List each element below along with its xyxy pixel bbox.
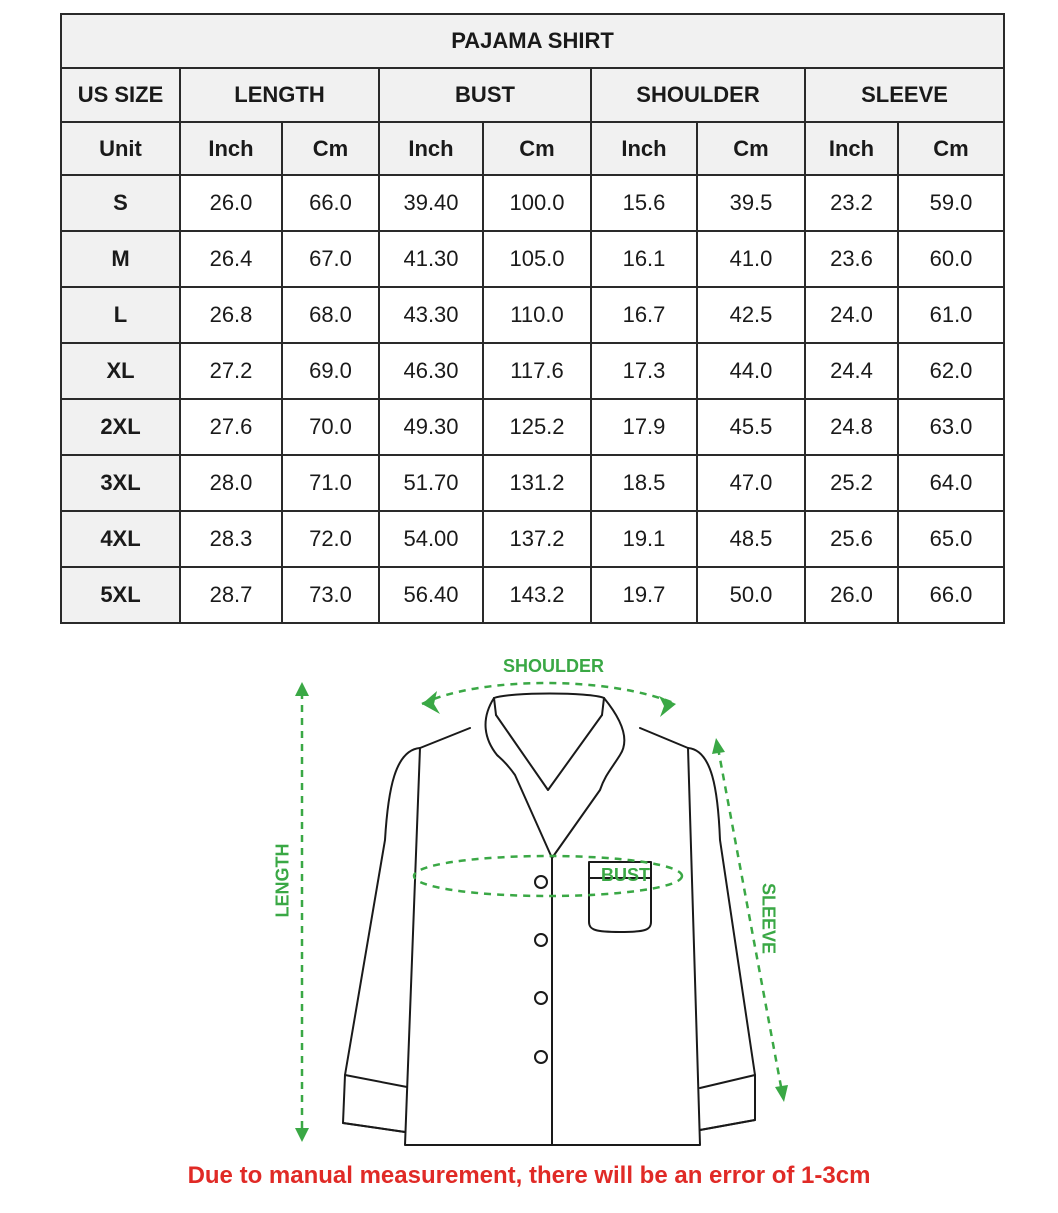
- measurement-cell: 39.40: [379, 175, 483, 231]
- measurement-cell: 16.7: [591, 287, 697, 343]
- table-row: [61, 231, 1004, 287]
- measurement-cell: 27.6: [180, 399, 282, 455]
- measurement-cell: 27.2: [180, 343, 282, 399]
- measurement-diagram: [0, 640, 1058, 1160]
- measurement-cell: 26.4: [180, 231, 282, 287]
- size-cell: S: [61, 175, 180, 231]
- measurement-cell: 62.0: [898, 343, 1004, 399]
- shirt-illustration: [0, 640, 1058, 1160]
- measurement-cell: 59.0: [898, 175, 1004, 231]
- size-cell: L: [61, 287, 180, 343]
- measurement-cell: 72.0: [282, 511, 379, 567]
- measurement-cell: 117.6: [483, 343, 591, 399]
- table-row: [61, 511, 1004, 567]
- table-row: [61, 455, 1004, 511]
- measurement-cell: 26.0: [805, 567, 898, 623]
- button-4: [535, 1051, 547, 1063]
- header-sleeve: SLEEVE: [805, 68, 1004, 122]
- measurement-cell: 67.0: [282, 231, 379, 287]
- header-bust: BUST: [379, 68, 591, 122]
- measurement-cell: 17.3: [591, 343, 697, 399]
- header-unit: Unit: [61, 122, 180, 175]
- measurement-cell: 70.0: [282, 399, 379, 455]
- table-title: PAJAMA SHIRT: [61, 14, 1004, 68]
- table-row: [61, 567, 1004, 623]
- measurement-cell: 39.5: [697, 175, 805, 231]
- measurement-cell: 15.6: [591, 175, 697, 231]
- measurement-cell: 48.5: [697, 511, 805, 567]
- shoulder-label: SHOULDER: [503, 656, 605, 676]
- measurement-cell: 17.9: [591, 399, 697, 455]
- measurement-cell: 41.30: [379, 231, 483, 287]
- unit-length-inch: Inch: [180, 122, 282, 175]
- measurement-cell: 41.0: [697, 231, 805, 287]
- size-cell: 2XL: [61, 399, 180, 455]
- measurement-cell: 26.0: [180, 175, 282, 231]
- measurement-cell: 23.2: [805, 175, 898, 231]
- measurement-cell: 125.2: [483, 399, 591, 455]
- measurement-cell: 25.2: [805, 455, 898, 511]
- measurement-cell: 56.40: [379, 567, 483, 623]
- measurement-cell: 61.0: [898, 287, 1004, 343]
- button-3: [535, 992, 547, 1004]
- button-1: [535, 876, 547, 888]
- measurement-cell: 50.0: [697, 567, 805, 623]
- length-label: LENGTH: [272, 843, 293, 918]
- measurement-cell: 42.5: [697, 287, 805, 343]
- measurement-cell: 137.2: [483, 511, 591, 567]
- measurement-cell: 26.8: [180, 287, 282, 343]
- measurement-cell: 19.7: [591, 567, 697, 623]
- measurement-cell: 65.0: [898, 511, 1004, 567]
- measurement-cell: 110.0: [483, 287, 591, 343]
- unit-sleeve-cm: Cm: [898, 122, 1004, 175]
- measurement-cell: 66.0: [898, 567, 1004, 623]
- table-body: [61, 175, 1004, 623]
- measurement-cell: 131.2: [483, 455, 591, 511]
- table-row: [61, 399, 1004, 455]
- unit-shoulder-cm: Cm: [697, 122, 805, 175]
- size-cell: XL: [61, 343, 180, 399]
- measurement-cell: 60.0: [898, 231, 1004, 287]
- measurement-cell: 45.5: [697, 399, 805, 455]
- header-length: LENGTH: [180, 68, 379, 122]
- measurement-cell: 28.7: [180, 567, 282, 623]
- table-row: [61, 287, 1004, 343]
- measurement-cell: 66.0: [282, 175, 379, 231]
- measurement-cell: 51.70: [379, 455, 483, 511]
- left-cuff: [343, 1075, 407, 1132]
- table-row: [61, 343, 1004, 399]
- measurement-cell: 46.30: [379, 343, 483, 399]
- unit-bust-inch: Inch: [379, 122, 483, 175]
- measurement-cell: 43.30: [379, 287, 483, 343]
- sleeve-label: SLEEVE: [758, 882, 779, 955]
- measurement-cell: 28.0: [180, 455, 282, 511]
- measurement-cell: 24.4: [805, 343, 898, 399]
- size-cell: 3XL: [61, 455, 180, 511]
- size-chart-table: [60, 13, 1005, 624]
- unit-shoulder-inch: Inch: [591, 122, 697, 175]
- size-cell: 4XL: [61, 511, 180, 567]
- measurement-disclaimer: Due to manual measurement, there will be an error of 1-3cm: [187, 1162, 871, 1189]
- measurement-cell: 73.0: [282, 567, 379, 623]
- measurement-cell: 28.3: [180, 511, 282, 567]
- right-cuff: [700, 1075, 755, 1130]
- collar: [494, 694, 604, 699]
- measurement-cell: 47.0: [697, 455, 805, 511]
- measurement-cell: 69.0: [282, 343, 379, 399]
- table-row: [61, 175, 1004, 231]
- unit-length-cm: Cm: [282, 122, 379, 175]
- unit-sleeve-inch: Inch: [805, 122, 898, 175]
- right-lapel: [552, 698, 624, 858]
- measurement-cell: 18.5: [591, 455, 697, 511]
- measurement-cell: 63.0: [898, 399, 1004, 455]
- bust-label: BUST: [601, 865, 650, 885]
- header-us-size: US SIZE: [61, 68, 180, 122]
- measurement-cell: 19.1: [591, 511, 697, 567]
- measurement-cell: 16.1: [591, 231, 697, 287]
- measurement-cell: 24.8: [805, 399, 898, 455]
- measurement-cell: 49.30: [379, 399, 483, 455]
- measurement-cell: 64.0: [898, 455, 1004, 511]
- measurement-cell: 25.6: [805, 511, 898, 567]
- size-cell: 5XL: [61, 567, 180, 623]
- size-cell: M: [61, 231, 180, 287]
- unit-bust-cm: Cm: [483, 122, 591, 175]
- measurement-cell: 44.0: [697, 343, 805, 399]
- measurement-cell: 71.0: [282, 455, 379, 511]
- measurement-cell: 143.2: [483, 567, 591, 623]
- measurement-cell: 105.0: [483, 231, 591, 287]
- measurement-cell: 23.6: [805, 231, 898, 287]
- measurement-cell: 100.0: [483, 175, 591, 231]
- header-shoulder: SHOULDER: [591, 68, 805, 122]
- measurement-cell: 68.0: [282, 287, 379, 343]
- measurement-cell: 24.0: [805, 287, 898, 343]
- left-lapel: [486, 698, 552, 858]
- button-2: [535, 934, 547, 946]
- measurement-cell: 54.00: [379, 511, 483, 567]
